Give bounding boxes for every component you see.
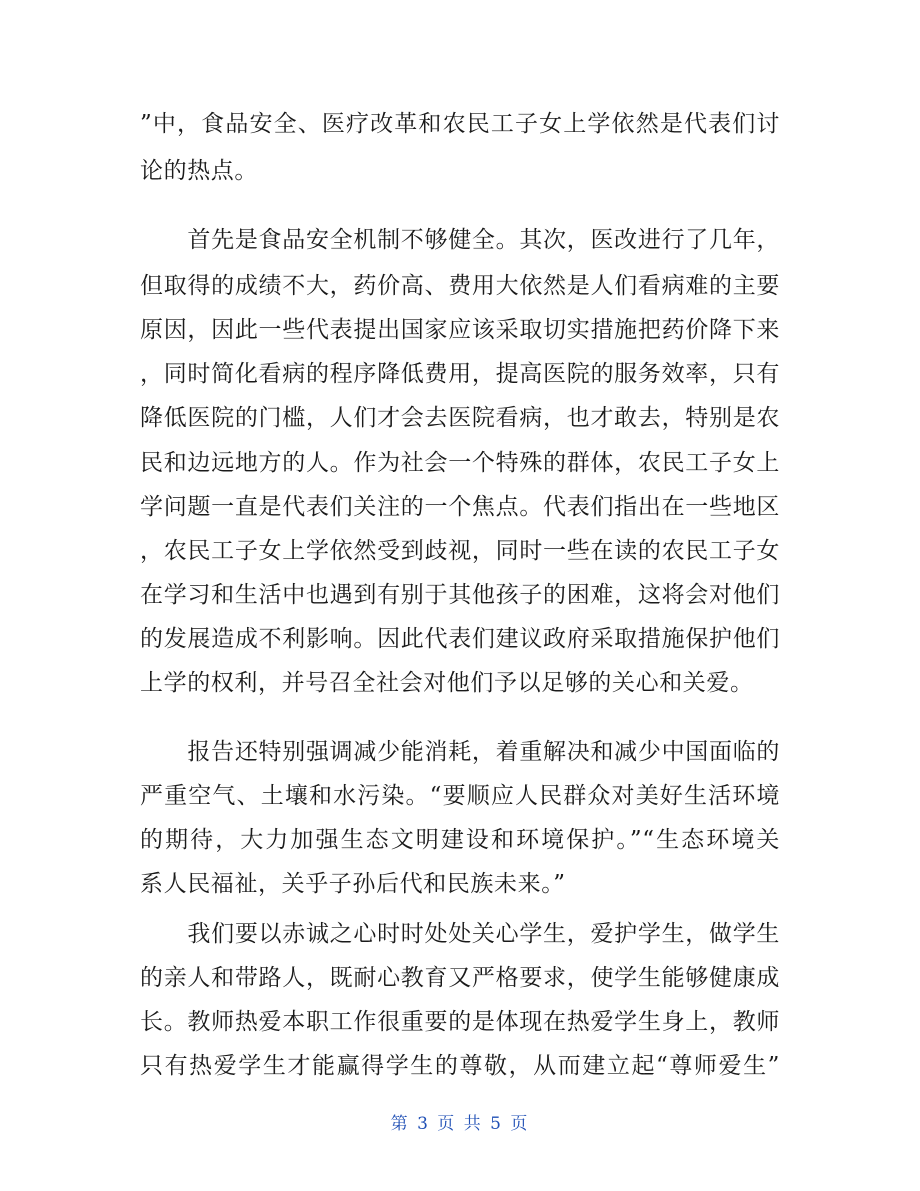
- text-line: 论的热点。: [140, 158, 258, 184]
- text-line: 降低医院的门槛，人们才会去医院看病，也才敢去，特别是农: [140, 405, 780, 431]
- text-line: 民和边远地方的人。作为社会一个特殊的群体，农民工子女上: [140, 450, 780, 476]
- text-line: ，同时简化看病的程序降低费用，提高医院的服务效率，只有: [140, 361, 780, 387]
- text-line: 报告还特别强调减少能消耗，着重解决和减少中国面临的: [140, 739, 780, 765]
- text-line: 首先是食品安全机制不够健全。其次，医改进行了几年，: [140, 227, 780, 253]
- text-line: ，农民工子女上学依然受到歧视，同时一些在读的农民工子女: [140, 538, 780, 564]
- text-line: 的发展造成不利影响。因此代表们建议政府采取措施保护他们: [140, 626, 780, 652]
- page-number-footer: 第 3 页 共 5 页: [390, 1114, 530, 1134]
- text-line: 严重空气、土壤和水污染。“要顺应人民群众对美好生活环境: [140, 783, 780, 809]
- text-line: 上学的权利，并号召全社会对他们予以足够的关心和关爱。: [140, 670, 754, 696]
- text-line: 学问题一直是代表们关注的一个焦点。代表们指出在一些地区: [140, 494, 780, 520]
- text-line: 但取得的成绩不大，药价高、费用大依然是人们看病难的主要: [140, 273, 780, 299]
- text-line: 我们要以赤诚之心时时处处关心学生，爱护学生，做学生: [140, 921, 780, 947]
- text-line: 在学习和生活中也遇到有别于其他孩子的困难，这将会对他们: [140, 582, 780, 608]
- text-line: ”中，食品安全、医疗改革和农民工子女上学依然是代表们讨: [140, 111, 780, 137]
- text-line: 系人民福祉，关乎子孙后代和民族未来。”: [140, 871, 566, 897]
- text-line: 的期待，大力加强生态文明建设和环境保护。”“生态环境关: [140, 827, 780, 853]
- text-line: 的亲人和带路人，既耐心教育又严格要求，使学生能够健康成: [140, 965, 780, 991]
- text-line: 原因，因此一些代表提出国家应该采取切实措施把药价降下来: [140, 317, 780, 343]
- text-line: 长。教师热爱本职工作很重要的是体现在热爱学生身上，教师: [140, 1009, 780, 1035]
- text-line: 只有热爱学生才能赢得学生的尊敬，从而建立起“尊师爱生”: [140, 1053, 780, 1079]
